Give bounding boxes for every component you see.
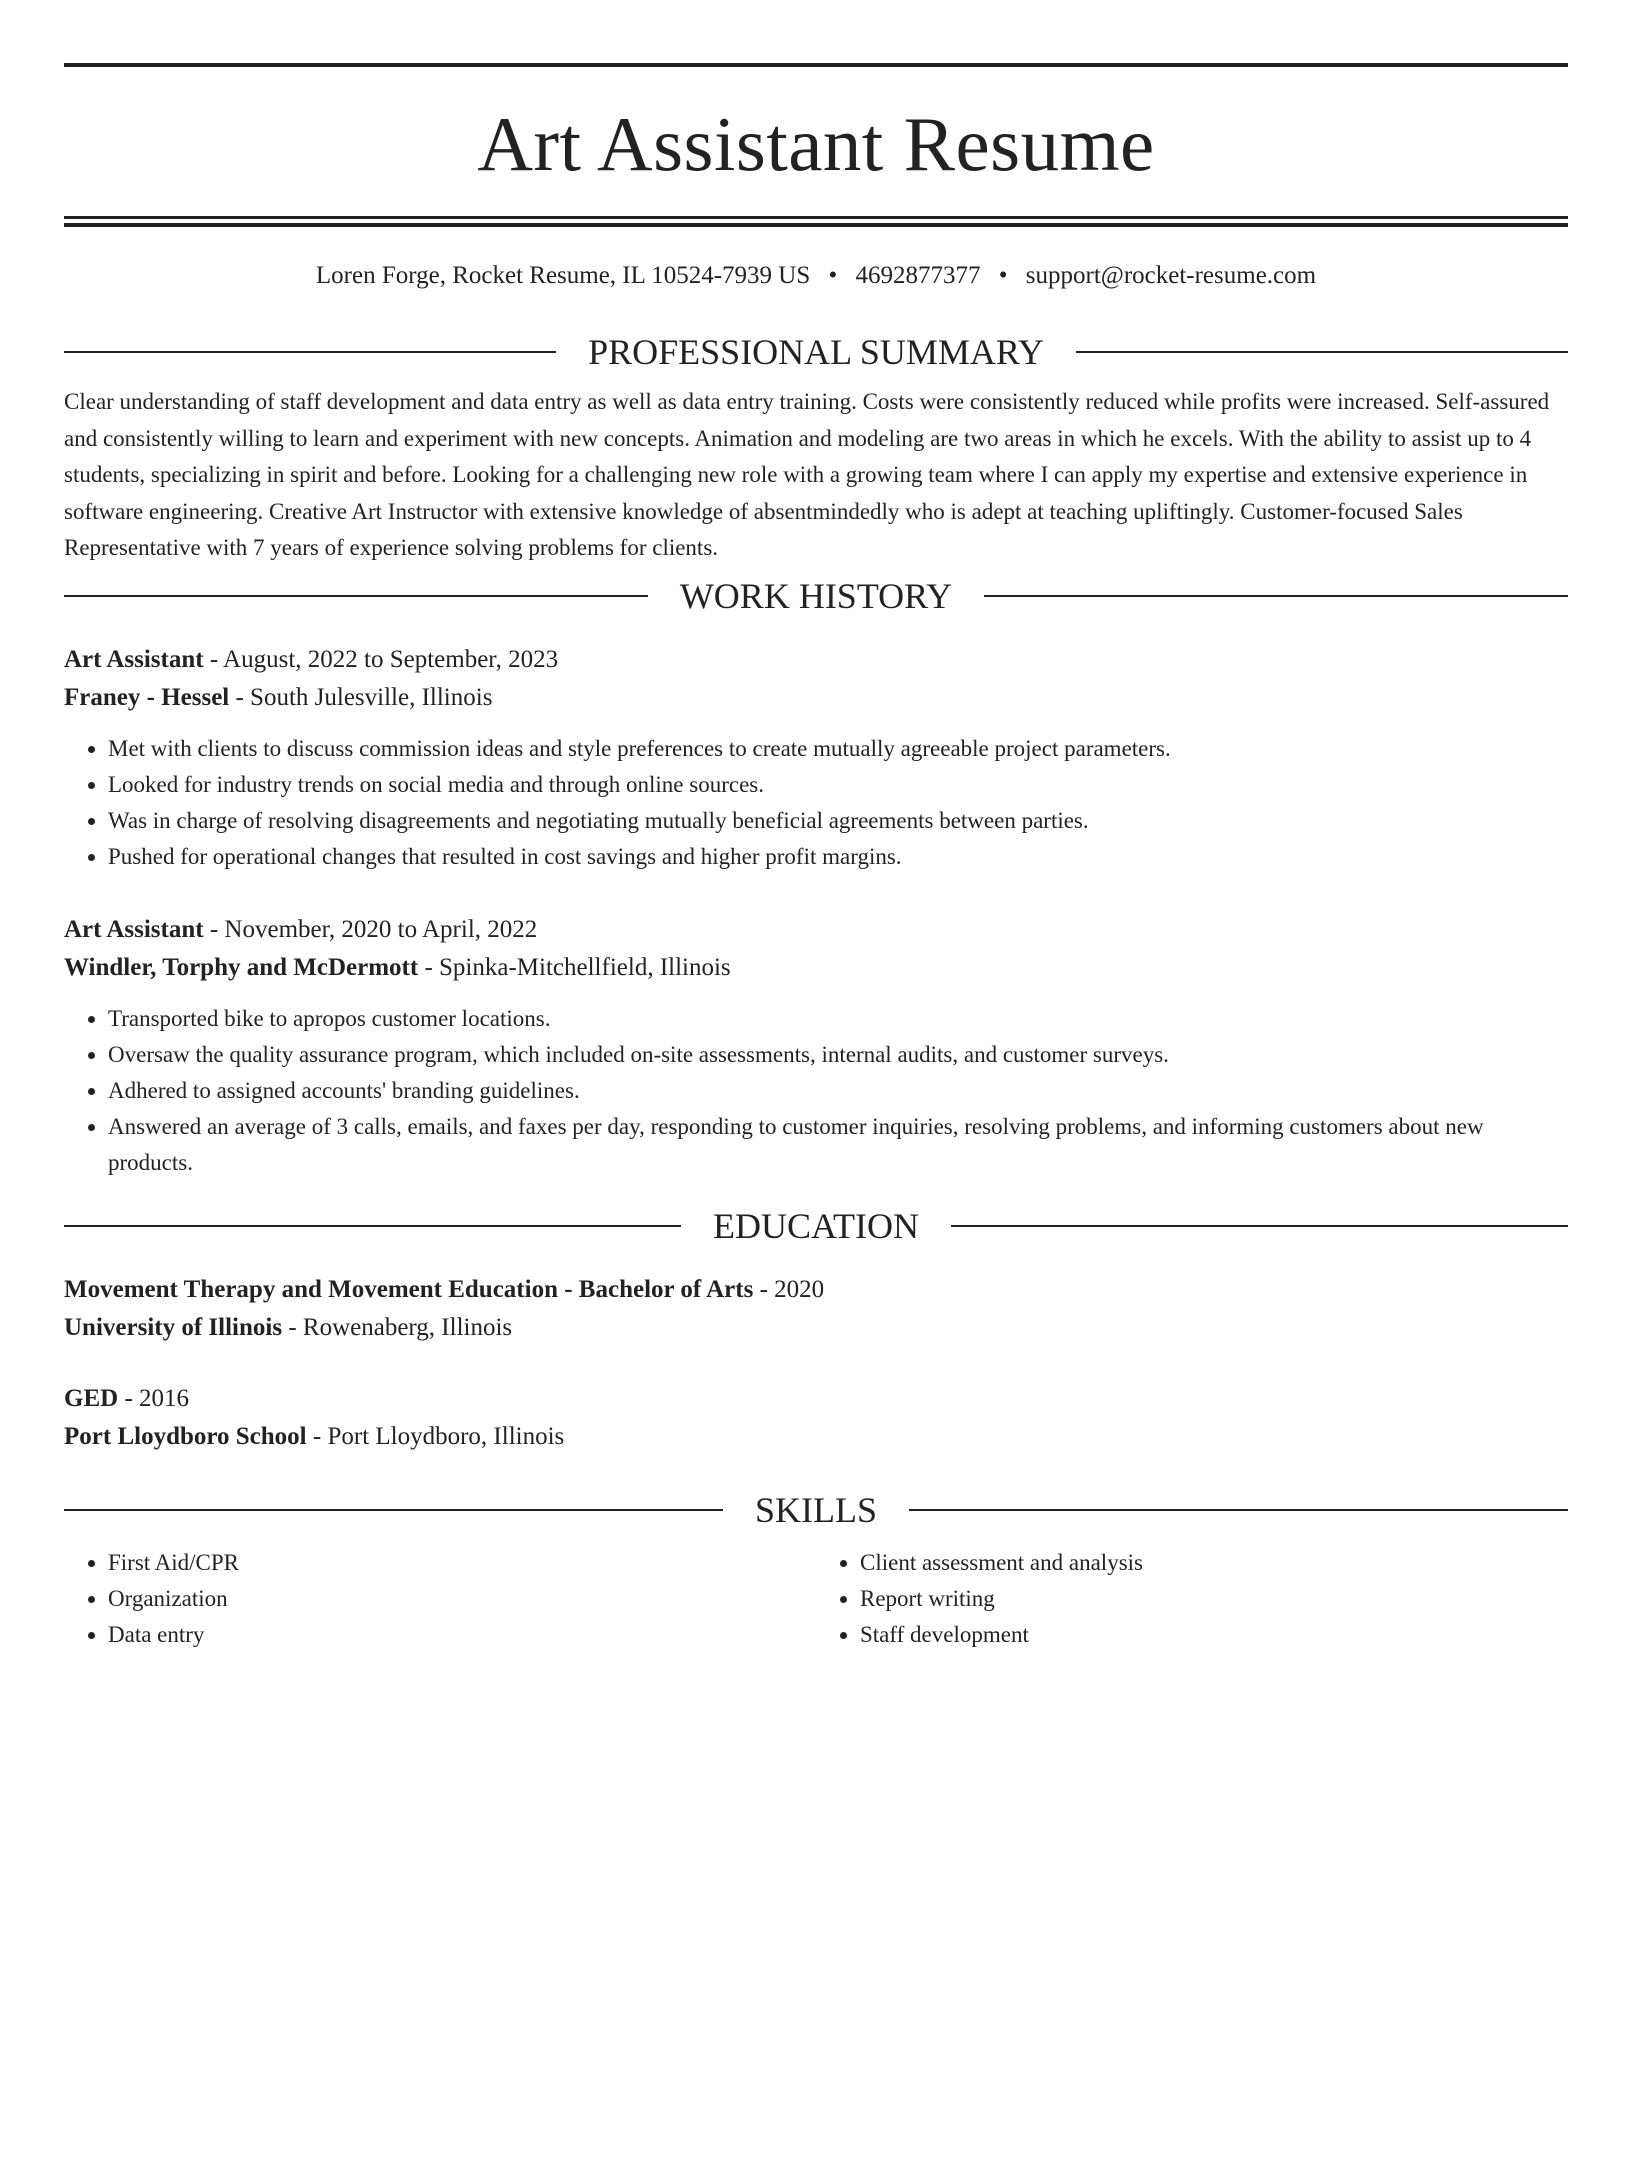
contact-phone: 4692877377 (855, 262, 981, 289)
skill-item: • First Aid/CPR (108, 1545, 816, 1581)
title-double-rule (64, 216, 1568, 227)
job-company-line (64, 679, 1568, 717)
heading-rule-left (64, 595, 648, 597)
education-entry (64, 1380, 1568, 1456)
job-role: Art Assistant (64, 915, 204, 943)
job-company: Franey - Hessel (64, 683, 230, 711)
contact-address: Loren Forge, Rocket Resume, IL 10524-7939 US (315, 262, 811, 289)
degree-year: - 2020 (753, 1275, 825, 1303)
summary-paragraph: Clear understanding of staff development and data entry as well as data entry training. Costs were consistently reduced while profits were increased. Self-assured and consistently willing to learn and experiment with new concepts. Animation and modeling are two areas in which he excels. With the ability to assist up to 4 students, specializing in spirit and before. Looking for a challenging new role with a growing team where I can apply my expertise and extensive experience in software engineering. Creative Art Instructor with extensive knowledge of absentmindedly who is adept at teaching upliftingly. Customer-focused Sales Representative with 7 years of experience solving problems for clients. (64, 389, 1550, 560)
contact-separator: • (828, 262, 838, 289)
list-item: • Oversaw the quality assurance program, which included on-site assessments, internal audits, and customer surveys. (108, 1037, 1568, 1073)
skills-list-right (816, 1545, 1568, 1653)
job-entry (64, 911, 1568, 1181)
degree-name: Movement Therapy and Movement Education - Bachelor of Arts (64, 1275, 754, 1303)
job-title-line (64, 911, 1568, 949)
section-title: SKILLS (755, 1489, 878, 1530)
skills-list-left (64, 1545, 816, 1653)
list-item: • Met with clients to discuss commission ideas and style preferences to create mutually agreeable project parameters. (108, 731, 1568, 767)
skills-columns (64, 1545, 1568, 1653)
page-title: Art Assistant Resume (477, 101, 1155, 187)
contact-line (64, 261, 1568, 291)
list-item: • Answered an average of 3 calls, emails, and faxes per day, responding to customer inquiries, resolving problems, and informing customers about new products. (108, 1109, 1568, 1181)
degree-line (64, 1271, 1568, 1309)
job-bullets (64, 1001, 1568, 1181)
skill-item: • Data entry (108, 1617, 816, 1653)
heading-rule-right (909, 1509, 1568, 1511)
heading-rule-right (1076, 351, 1568, 353)
school-location: - Port Lloydboro, Illinois (306, 1422, 565, 1450)
list-item: • Was in charge of resolving disagreements and negotiating mutually beneficial agreements between parties. (108, 803, 1568, 839)
resume-page (0, 63, 1632, 2175)
heading-rule-left (64, 351, 556, 353)
school-name: Port Lloydboro School (64, 1422, 307, 1450)
school-line (64, 1418, 1568, 1456)
school-location: - Rowenaberg, Illinois (282, 1313, 513, 1341)
section-title: WORK HISTORY (679, 575, 953, 616)
degree-line (64, 1380, 1568, 1418)
contact-separator: • (998, 262, 1008, 289)
list-item: • Looked for industry trends on social media and through online sources. (108, 767, 1568, 803)
job-location: - South Julesville, Illinois (229, 683, 493, 711)
list-item: • Adhered to assigned accounts' branding guidelines. (108, 1073, 1568, 1109)
section-heading-education (64, 1206, 1568, 1246)
skill-item: • Client assessment and analysis (860, 1545, 1568, 1581)
heading-rule-left (64, 1225, 681, 1227)
heading-rule-left (64, 1509, 723, 1511)
top-rule (64, 63, 1568, 67)
degree-name: GED (64, 1384, 119, 1412)
job-dates: - August, 2022 to September, 2023 (203, 645, 559, 673)
job-location: - Spinka-Mitchellfield, Illinois (418, 953, 731, 981)
skill-item: • Staff development (860, 1617, 1568, 1653)
heading-rule-right (951, 1225, 1568, 1227)
job-company-line (64, 949, 1568, 987)
section-heading-summary (64, 332, 1568, 372)
section-title: EDUCATION (713, 1205, 919, 1246)
school-name: University of Illinois (64, 1313, 283, 1341)
list-item: • Transported bike to apropos customer locations. (108, 1001, 1568, 1037)
skill-item: • Report writing (860, 1581, 1568, 1617)
job-bullets (64, 731, 1568, 875)
job-entry (64, 641, 1568, 875)
section-heading-skills (64, 1490, 1568, 1530)
section-title: PROFESSIONAL SUMMARY (588, 332, 1044, 372)
job-company: Windler, Torphy and McDermott (64, 953, 419, 981)
heading-rule-right (984, 595, 1568, 597)
skill-item: • Organization (108, 1581, 816, 1617)
job-dates: - November, 2020 to April, 2022 (203, 915, 538, 943)
job-title-line (64, 641, 1568, 679)
school-line (64, 1309, 1568, 1347)
contact-email: support@rocket-resume.com (1025, 262, 1317, 289)
job-role: Art Assistant (64, 645, 204, 673)
section-heading-work (64, 576, 1568, 616)
list-item: • Pushed for operational changes that resulted in cost savings and higher profit margins. (108, 839, 1568, 875)
degree-year: - 2016 (118, 1384, 190, 1412)
education-entry (64, 1271, 1568, 1347)
